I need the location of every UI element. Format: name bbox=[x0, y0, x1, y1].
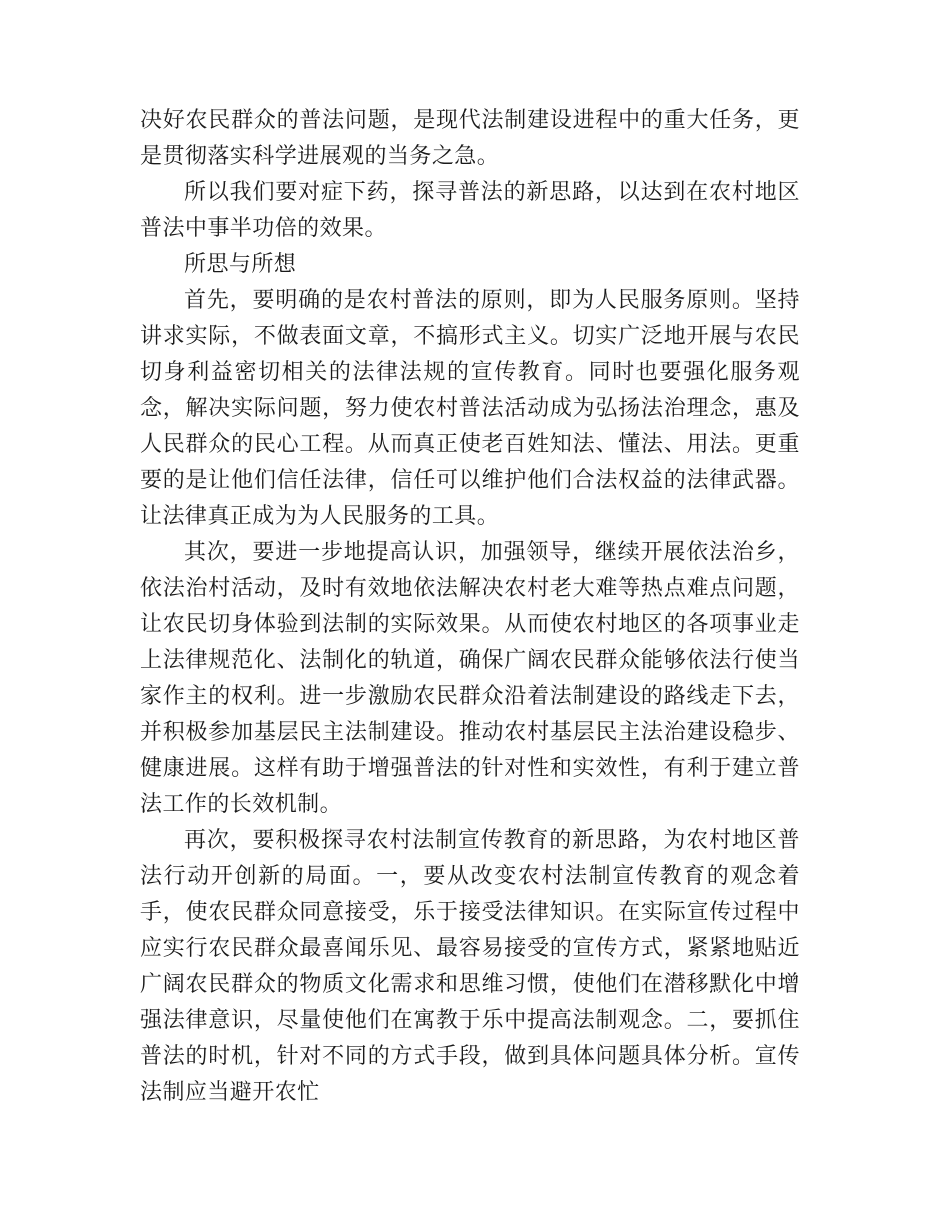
paragraph-new-approach: 所以我们要对症下药，探寻普法的新思路，以达到在农村地区普法中事半功倍的效果。 bbox=[140, 180, 800, 241]
paragraph-second-point: 其次，要进一步地提高认识，加强领导，继续开展依法治乡，依法治村活动，及时有效地依法解决农村老大难等热点难点问题，让农民切身体验到法制的实际效果。从而使农村地区的各项事业走上法律规范化、法制化的轨道，确保广阔农民群众能够依法行使当家作主的权利。进一步激励农民群众沿着法制建设的路线走下去，并积极参加基层民主法制建设。推动农村基层民主法治建设稳步、健康进展。这样有助于增强普法的针对性和实效性，有利于建立普法工作的长效机制。 bbox=[140, 540, 800, 817]
section-heading-reflections: 所思与所想 bbox=[184, 252, 297, 277]
paragraph-third-point: 再次，要积极探寻农村法制宣传教育的新思路，为农村地区普法行动开创新的局面。一，要从改变农村法制宣传教育的观念着手，使农民群众同意接受，乐于接受法律知识。在实际宣传过程中应实行农民群众最喜闻乐见、最容易接受的宣传方式，紧紧地贴近广阔农民群众的物质文化需求和思维习惯，使他们在潜移默化中增强法律意识，尽量使他们在寓教于乐中提高法制观念。二，要抓住普法的时机，针对不同的方式手段，做到具体问题具体分析。宣传法制应当避开农忙 bbox=[140, 828, 800, 1105]
paragraph-continued-intro: 决好农民群众的普法问题，是现代法制建设进程中的重大任务，更是贯彻落实科学进展观的当务之急。 bbox=[140, 108, 800, 169]
document-body bbox=[140, 103, 800, 1111]
paragraph-first-principle: 首先，要明确的是农村普法的原则，即为人民服务原则。坚持讲求实际，不做表面文章，不搞形式主义。切实广泛地开展与农民切身利益密切相关的法律法规的宣传教育。同时也要强化服务观念，解决实际问题，努力使农村普法活动成为弘扬法治理念，惠及人民群众的民心工程。从而真正使老百姓知法、懂法、用法。更重要的是让他们信任法律，信任可以维护他们合法权益的法律武器。让法律真正成为为人民服务的工具。 bbox=[140, 288, 800, 529]
